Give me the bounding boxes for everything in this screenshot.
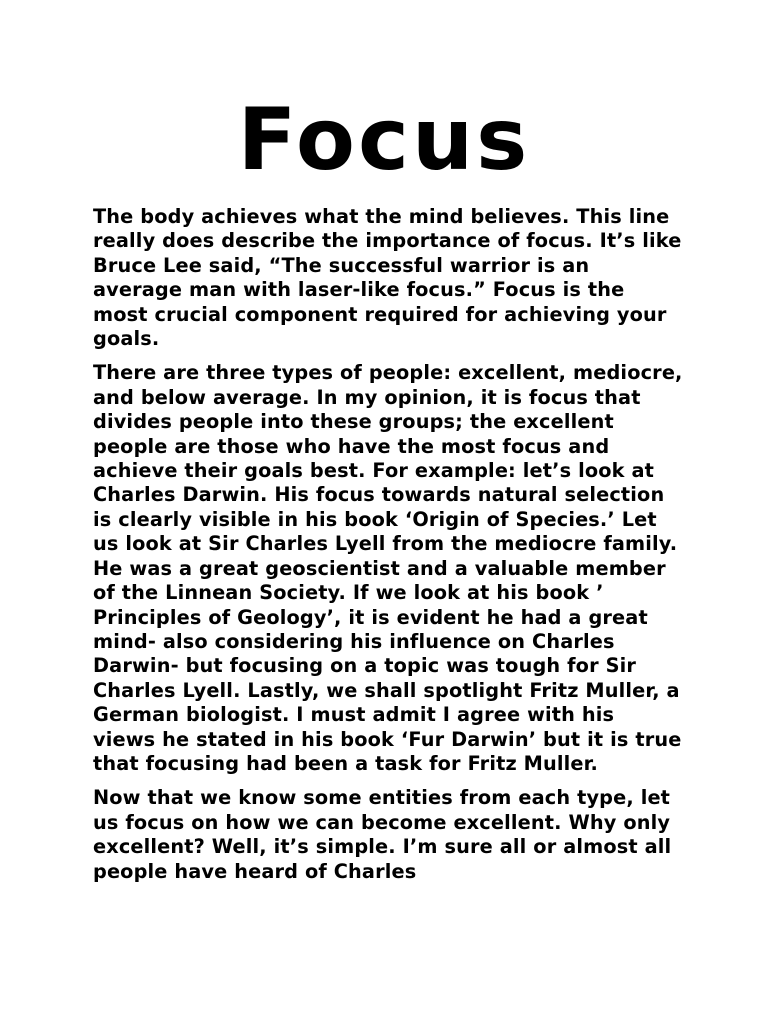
paragraph-1: The body achieves what the mind believes. This line really does describe the importance of focus. It’s like Bruce Lee said, “The successful warrior is an average man with laser-like focus.” Focus is the most crucial component required for achieving your goals. bbox=[93, 205, 682, 351]
document-title: Focus bbox=[237, 90, 531, 190]
paragraph-3: Now that we know some entities from each type, let us focus on how we can become excellent. Why only excellent? Well, it’s simple. I’m sure all or almost all people have heard of Charles bbox=[93, 786, 672, 883]
document-body bbox=[93, 205, 683, 894]
paragraph-2: There are three types of people: excellent, mediocre, and below average. In my opinion, it is focus that divides people into these groups; the excellent people are those who have the most focus and achieve their goals best. For example: let’s look at Charles Darwin. His focus towards natural selection is clearly visible in his book ‘Origin of Species.’ Let us look at Sir Charles Lyell from the mediocre family. He was a great geoscientist and a valuable member of the Linnean Society. If we look at his book ’ Principles of Geology’, it is evident he had a great mind- also considering his influence on Charles Darwin- but focusing on a topic was tough for Sir Charles Lyell. Lastly, we shall spotlight Fritz Muller, a German biologist. I must admit I agree with his views he stated in his book ‘Fur Darwin’ but it is true that focusing had been a task for Fritz Muller. bbox=[93, 361, 683, 775]
